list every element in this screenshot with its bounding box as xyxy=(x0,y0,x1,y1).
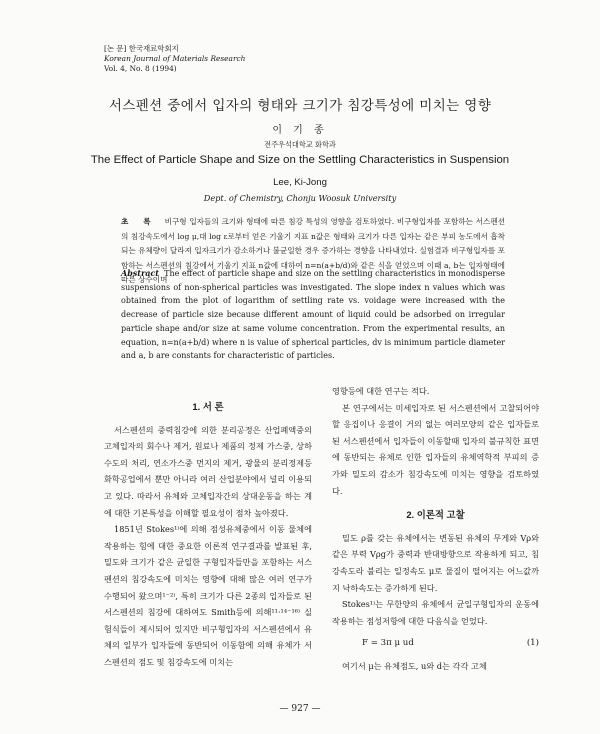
equation-1-number: (1) xyxy=(526,638,539,649)
left-column xyxy=(104,399,312,671)
abstract-korean-text: 비구형 입자들의 크기와 형태에 따른 침강 특성의 영향을 검토하였다. 비구형입자를 포함하는 서스펜션의 침강속도에서 log μ,대 log ε로부터 얻은 기울기 지표 n값은 형태와 크기가 다른 입자는 같은 부피 농도에서 흡착되는 유체량이 달라져 입자크기가 감소하거나 불균일한 경우 증가하는 경향을 나타내었다. 실험결과 비구형입자를 포함하는 서스펜션의 침강에서 기울기 지표 n값에 대하여 n=n(a+b/d)와 같은 식을 얻었으며 이때 a, b는 입자형태에 따른 상수이며 xyxy=(121,217,505,285)
abstract-english-label: Abstract xyxy=(121,268,159,278)
abstract-english-text: The effect of particle shape and size on the settling characteristics in monodisperse suspensions of non-spherical particles was investigated. The slope index n values which was obtained from the plot of logarithm of settling rate vs. voidage were increased with the decrease of particle size because different amount of liquid could be adsorbed on irregular particle shape and/or size at same volume concentration. From the experimental results, an equation, n=n(a+b/d) where n is value of spherical particles, dv is minimum particle diameter and a, b are constants for characteristic of particles. xyxy=(121,269,505,361)
header-line-2: Korean Journal of Materials Research xyxy=(104,54,246,63)
header-line-3: Vol. 4, No. 8 (1994) xyxy=(104,64,177,73)
theory-paragraph-3: 여기서 μ는 유체점도, u와 d는 각각 고체 xyxy=(342,660,487,671)
equation-1-body: F = 3π μ ud xyxy=(362,638,414,649)
right-paragraph-1: 본 연구에서는 미세입자로 된 서스펜션에서 고찰되어야 할 응집이나 응결이 거의 없는 여러모양의 같은 입자들로 된 서스펜션에서 입자들이 이동할때 입자의 불규칙한 표면에 동반되는 유체로 인한 입자들의 유체역학적 부피의 증가와 밀도의 감소가 침강속도에 미치는 영향을 검토하였다. xyxy=(332,402,539,496)
section-1-heading: 1. 서 론 xyxy=(192,401,224,412)
title-english: The Effect of Particle Shape and Size on the Settling Characteristics in Suspension xyxy=(90,154,510,166)
intro-paragraph-2: 1851년 Stokes¹⁾에 의해 점성유체중에서 이동 물체에 작용하는 힘에 대한 중요한 이론적 연구결과를 발표된 후, 밀도와 크기가 같은 균일한 구형입자들만을 포함하는 서스펜션의 침강속도에 미치는 영향에 대해 많은 여러 연구가 수행되어 왔으며¹⁻²⁾, 특히 크기가 다른 2종의 입자들로 된 서스펜션의 침강에 대하여도 Smith등에 의해¹¹·¹⁴⁻¹⁶⁾ 실험식들이 제시되어 있지만 비구형입자의 서스펜션에서 유체의 일부가 입자들에 동반되어 이동함에 의해 유체가 서스펜션의 점도 및 침강속도에 미치는 xyxy=(104,524,312,667)
theory-paragraph-2: Stokes¹⁾는 무한양의 유체에서 균일구형입자의 운동에 작용하는 점성저항에 대한 다음식을 얻었다. xyxy=(332,599,539,626)
intro-paragraph-1: 서스펜션의 중력침강에 의한 분리공정은 산업폐액중의 고체입자의 회수나 제거, 원료나 제품의 정제 가스중, 상하수도의 처리, 연소가스중 먼지의 제거, 광물의 분리정제등 화학공업에서 뿐만 아니라 여러 산업분야에서 널리 이용되고 있다. 따라서 유체와 고체입자간의 상대운동을 하는 계에 대한 기본특성을 이해할 필요성이 점차 높아졌다. xyxy=(104,424,312,518)
abstract-korean-label: 초 록 xyxy=(121,217,157,226)
author-english: Lee, Ki-Jong xyxy=(273,177,327,188)
right-column xyxy=(332,383,539,675)
affiliation-korean: 전주우석대학교 화학과 xyxy=(264,140,336,149)
header-line-1: [논 문] 한국재료학회지 xyxy=(104,44,179,53)
right-continued-text: 영향등에 대한 연구는 적다. xyxy=(332,386,430,396)
page-number: — 927 — xyxy=(279,704,321,714)
abstract-english xyxy=(121,267,505,363)
journal-header xyxy=(104,44,245,74)
affiliation-english: Dept. of Chemistry, Chonju Woosuk University xyxy=(203,193,397,203)
theory-paragraph-1: 밀도 ρ를 갖는 유체에서는 변동된 유체의 무게와 Vρ와 같은 부력 Vρg가 중력과 반대방향으로 작용하게 되고, 침강속도라 불리는 일정속도 μ로 물질이 떨어지는 어느값까지 낙하속도는 증가하게 된다. xyxy=(332,532,539,593)
title-korean: 서스펜션 중에서 입자의 형태와 크기가 침강특성에 미치는 영향 xyxy=(108,98,492,114)
author-korean: 이 기 종 xyxy=(272,125,328,136)
section-2-heading: 2. 이론적 고찰 xyxy=(406,509,465,521)
equation-1 xyxy=(332,635,539,652)
